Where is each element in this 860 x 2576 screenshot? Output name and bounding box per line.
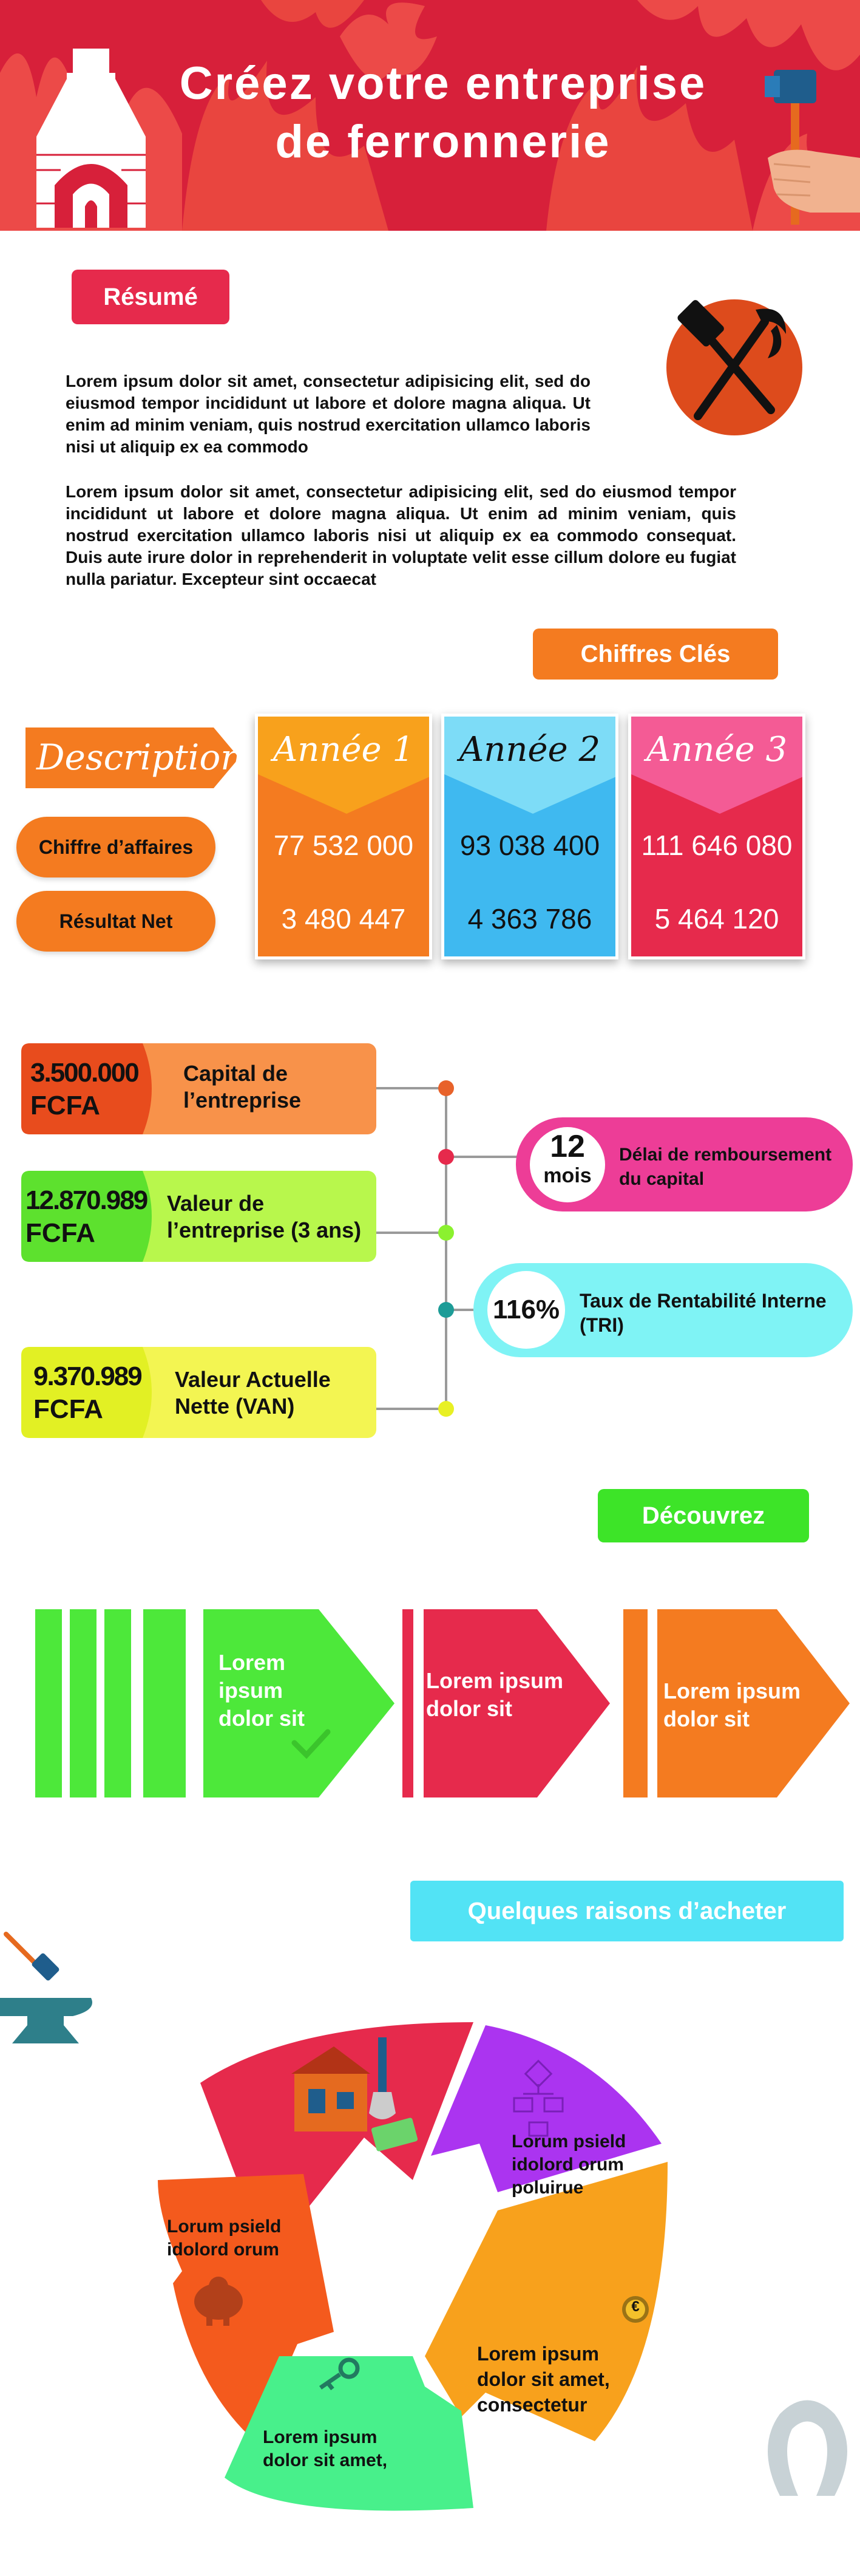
value-label-line-2: l’entreprise (3 ans) bbox=[167, 1218, 362, 1242]
discover-arrow-3-line-1: Lorem ipsum bbox=[663, 1678, 801, 1703]
van-label bbox=[175, 1366, 331, 1420]
delay-badge bbox=[530, 1130, 605, 1188]
reason-orange-line-1: Lorum psield bbox=[167, 2217, 282, 2237]
discover-arrow-1-line-3: dolor sit bbox=[218, 1706, 305, 1731]
anvil-hammer-icon bbox=[0, 1925, 106, 2046]
resume-paragraph-1: Lorem ipsum dolor sit amet, consectetur adipisicing elit, sed do eiusmod tempor incididunt ut labore et dolore magna aliqua. Ut enim ad minim veniam, quis nostrud exercitation ullamco laboris nisi ut aliquip ex ea commodo bbox=[66, 372, 591, 456]
reason-yellow-line-3: consectetur bbox=[477, 2394, 587, 2416]
year-2-revenue: 93 038 400 bbox=[459, 830, 600, 861]
capital-label-line-2: l’entreprise bbox=[183, 1088, 302, 1113]
reasons-pill: Quelques raisons d’acheter bbox=[410, 1881, 844, 1941]
description-label: Description bbox=[36, 737, 243, 778]
tri-label bbox=[580, 1289, 827, 1337]
title-line-2: de ferronnerie bbox=[275, 116, 611, 168]
discover-arrow-1-line-2: ipsum bbox=[218, 1678, 283, 1703]
tools-icon bbox=[665, 298, 804, 437]
van-amount bbox=[33, 1360, 141, 1426]
capital-label bbox=[183, 1060, 301, 1114]
year-3-net: 5 464 120 bbox=[654, 903, 779, 935]
row-label-net: Résultat Net bbox=[16, 891, 215, 952]
discover-arrow-2-line-2: dolor sit bbox=[426, 1696, 512, 1721]
year-1-revenue: 77 532 000 bbox=[273, 830, 414, 861]
value-amount bbox=[25, 1184, 147, 1250]
reason-green-text bbox=[263, 2426, 387, 2472]
value-amount-value: 12.870.989 bbox=[25, 1185, 147, 1215]
year-2-net: 4 363 786 bbox=[467, 903, 592, 935]
forge-furnace-icon bbox=[30, 46, 152, 231]
year-3-label: Année 3 bbox=[646, 730, 788, 769]
year-1-card bbox=[255, 714, 432, 959]
reason-yellow-line-2: dolor sit amet, bbox=[477, 2368, 610, 2390]
discover-arrow-3-text bbox=[663, 1677, 801, 1733]
delay-number: 12 bbox=[550, 1129, 585, 1164]
year-3-card bbox=[628, 714, 805, 959]
discover-pill: Découvrez bbox=[598, 1489, 809, 1542]
reason-purple-line-1: Lorum psield bbox=[512, 2131, 626, 2152]
page-title bbox=[164, 55, 722, 171]
reason-orange-text bbox=[167, 2215, 281, 2261]
resume-pill: Résumé bbox=[72, 270, 229, 324]
euro-coin-icon: € bbox=[631, 2298, 640, 2315]
hand-hammer-icon bbox=[762, 67, 860, 231]
value-amount-unit: FCFA bbox=[25, 1218, 95, 1248]
discover-arrow-2-line-1: Lorem ipsum bbox=[426, 1668, 564, 1693]
year-1-net: 3 480 447 bbox=[281, 903, 406, 935]
van-amount-unit: FCFA bbox=[33, 1394, 103, 1424]
discover-arrow-2-text bbox=[426, 1667, 563, 1723]
reason-yellow-text bbox=[477, 2341, 610, 2418]
delay-label-line-2: du capital bbox=[619, 1169, 705, 1189]
year-2-label: Année 2 bbox=[459, 730, 601, 769]
tri-label-line-1: Taux de Rentabilité Interne bbox=[580, 1290, 827, 1312]
reason-purple-text bbox=[512, 2130, 626, 2199]
capital-amount-value: 3.500.000 bbox=[30, 1058, 138, 1088]
van-label-line-1: Valeur Actuelle bbox=[175, 1367, 331, 1392]
resume-paragraph-2: Lorem ipsum dolor sit amet, consectetur adipisicing elit, sed do eiusmod tempor incididunt ut labore et dolore magna aliqua. Ut enim ad minim veniam, quis nostrud exercitation ullamco laboris nisi ut aliquip ex ea commodo consequat. Duis aute irure dolor in reprehenderit in voluptate velit esse cillum dolore eu fugiat nulla pariatur. Excepteur sint occaecat bbox=[66, 482, 736, 588]
key-figures-pill: Chiffres Clés bbox=[533, 629, 778, 680]
value-label-line-1: Valeur de bbox=[167, 1191, 265, 1216]
capital-label-line-1: Capital de bbox=[183, 1061, 288, 1086]
tri-label-line-2: (TRI) bbox=[580, 1314, 624, 1336]
reason-yellow-line-1: Lorem ipsum bbox=[477, 2343, 599, 2365]
delay-label bbox=[619, 1143, 831, 1191]
delay-label-line-1: Délai de remboursement bbox=[619, 1145, 832, 1165]
row-label-revenue: Chiffre d’affaires bbox=[16, 817, 215, 877]
reason-orange-line-2: idolord orum bbox=[167, 2240, 279, 2260]
van-amount-value: 9.370.989 bbox=[33, 1361, 141, 1391]
value-label bbox=[167, 1190, 361, 1244]
reason-purple-line-3: poluirue bbox=[512, 2178, 584, 2198]
discover-arrow-1-line-1: Lorem bbox=[218, 1650, 286, 1675]
capital-amount bbox=[30, 1057, 138, 1122]
reason-purple-line-2: idolord orum bbox=[512, 2155, 624, 2175]
reason-green-line-1: Lorem ipsum bbox=[263, 2427, 378, 2447]
van-label-line-2: Nette (VAN) bbox=[175, 1394, 295, 1419]
header-banner bbox=[0, 0, 860, 231]
capital-amount-unit: FCFA bbox=[30, 1091, 100, 1120]
delay-unit: mois bbox=[543, 1164, 592, 1187]
year-1-label: Année 1 bbox=[273, 730, 415, 769]
reason-green-line-2: dolor sit amet, bbox=[263, 2450, 388, 2470]
horseshoe-icon bbox=[756, 2387, 860, 2502]
discover-arrow-1-text bbox=[218, 1649, 305, 1733]
title-line-1: Créez votre entreprise bbox=[179, 58, 707, 109]
discover-arrow-3-line-2: dolor sit bbox=[663, 1706, 750, 1731]
tri-value: 116% bbox=[492, 1295, 560, 1324]
year-3-revenue: 111 646 080 bbox=[641, 830, 793, 861]
year-2-card bbox=[441, 714, 618, 959]
reasons-wheel bbox=[158, 2016, 680, 2520]
